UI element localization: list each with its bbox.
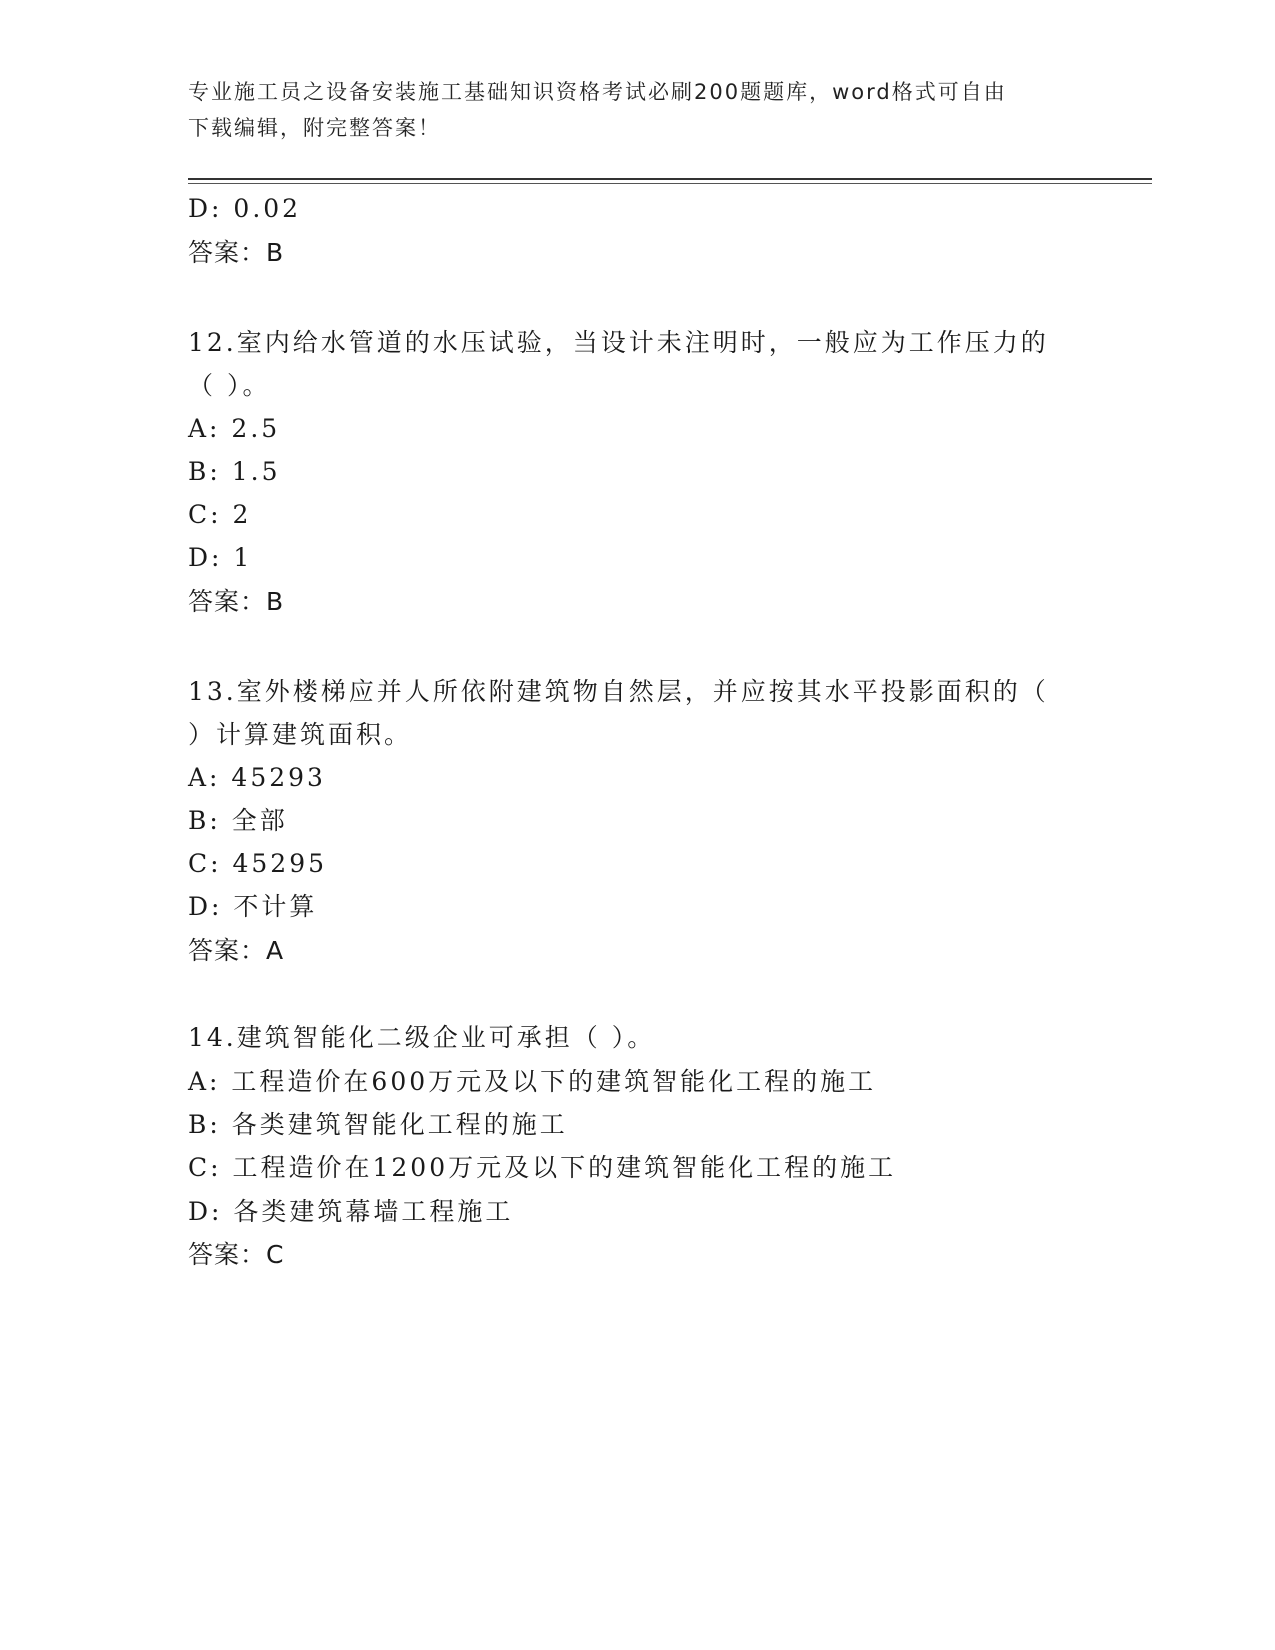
q14-stem-line-1: 14.建筑智能化二级企业可承担（ ）。 bbox=[188, 1023, 656, 1052]
q14-option-a: A: 工程造价在600万元及以下的建筑智能化工程的施工 bbox=[188, 1067, 877, 1096]
header-divider bbox=[188, 178, 1152, 180]
q13-stem-line-2: ）计算建筑面积。 bbox=[188, 720, 413, 749]
q12-option-b: B: 1.5 bbox=[188, 457, 281, 486]
q13-answer: 答案：A bbox=[188, 936, 285, 965]
q12-stem-line-1: 12.室内给水管道的水压试验，当设计未注明时，一般应为工作压力的 bbox=[188, 328, 1049, 357]
q14-option-d: D: 各类建筑幕墙工程施工 bbox=[188, 1197, 514, 1226]
q14-option-b: B: 各类建筑智能化工程的施工 bbox=[188, 1110, 568, 1139]
prev-option-d: D: 0.02 bbox=[188, 194, 302, 223]
q13-option-d: D: 不计算 bbox=[188, 892, 318, 921]
q13-stem-line-1: 13.室外楼梯应并人所依附建筑物自然层，并应按其水平投影面积的（ bbox=[188, 677, 1049, 706]
q13-option-c: C: 45295 bbox=[188, 849, 328, 878]
q12-option-c: C: 2 bbox=[188, 500, 252, 529]
document-header bbox=[188, 74, 1088, 146]
q13-option-a: A: 45293 bbox=[188, 763, 326, 792]
q12-option-a: A: 2.5 bbox=[188, 414, 281, 443]
q14-option-c: C: 工程造价在1200万元及以下的建筑智能化工程的施工 bbox=[188, 1153, 897, 1182]
header-divider-thin bbox=[188, 183, 1152, 184]
q13-option-b: B: 全部 bbox=[188, 806, 288, 835]
q12-answer: 答案：B bbox=[188, 587, 285, 616]
prev-answer: 答案：B bbox=[188, 238, 285, 267]
header-line-1: 专业施工员之设备安装施工基础知识资格考试必刷200题题库，word格式可自由 bbox=[188, 80, 1007, 104]
q12-option-d: D: 1 bbox=[188, 543, 253, 572]
q14-answer: 答案：C bbox=[188, 1240, 285, 1269]
q12-stem-line-2: （ ）。 bbox=[188, 371, 271, 400]
header-line-2: 下载编辑，附完整答案！ bbox=[188, 116, 441, 140]
